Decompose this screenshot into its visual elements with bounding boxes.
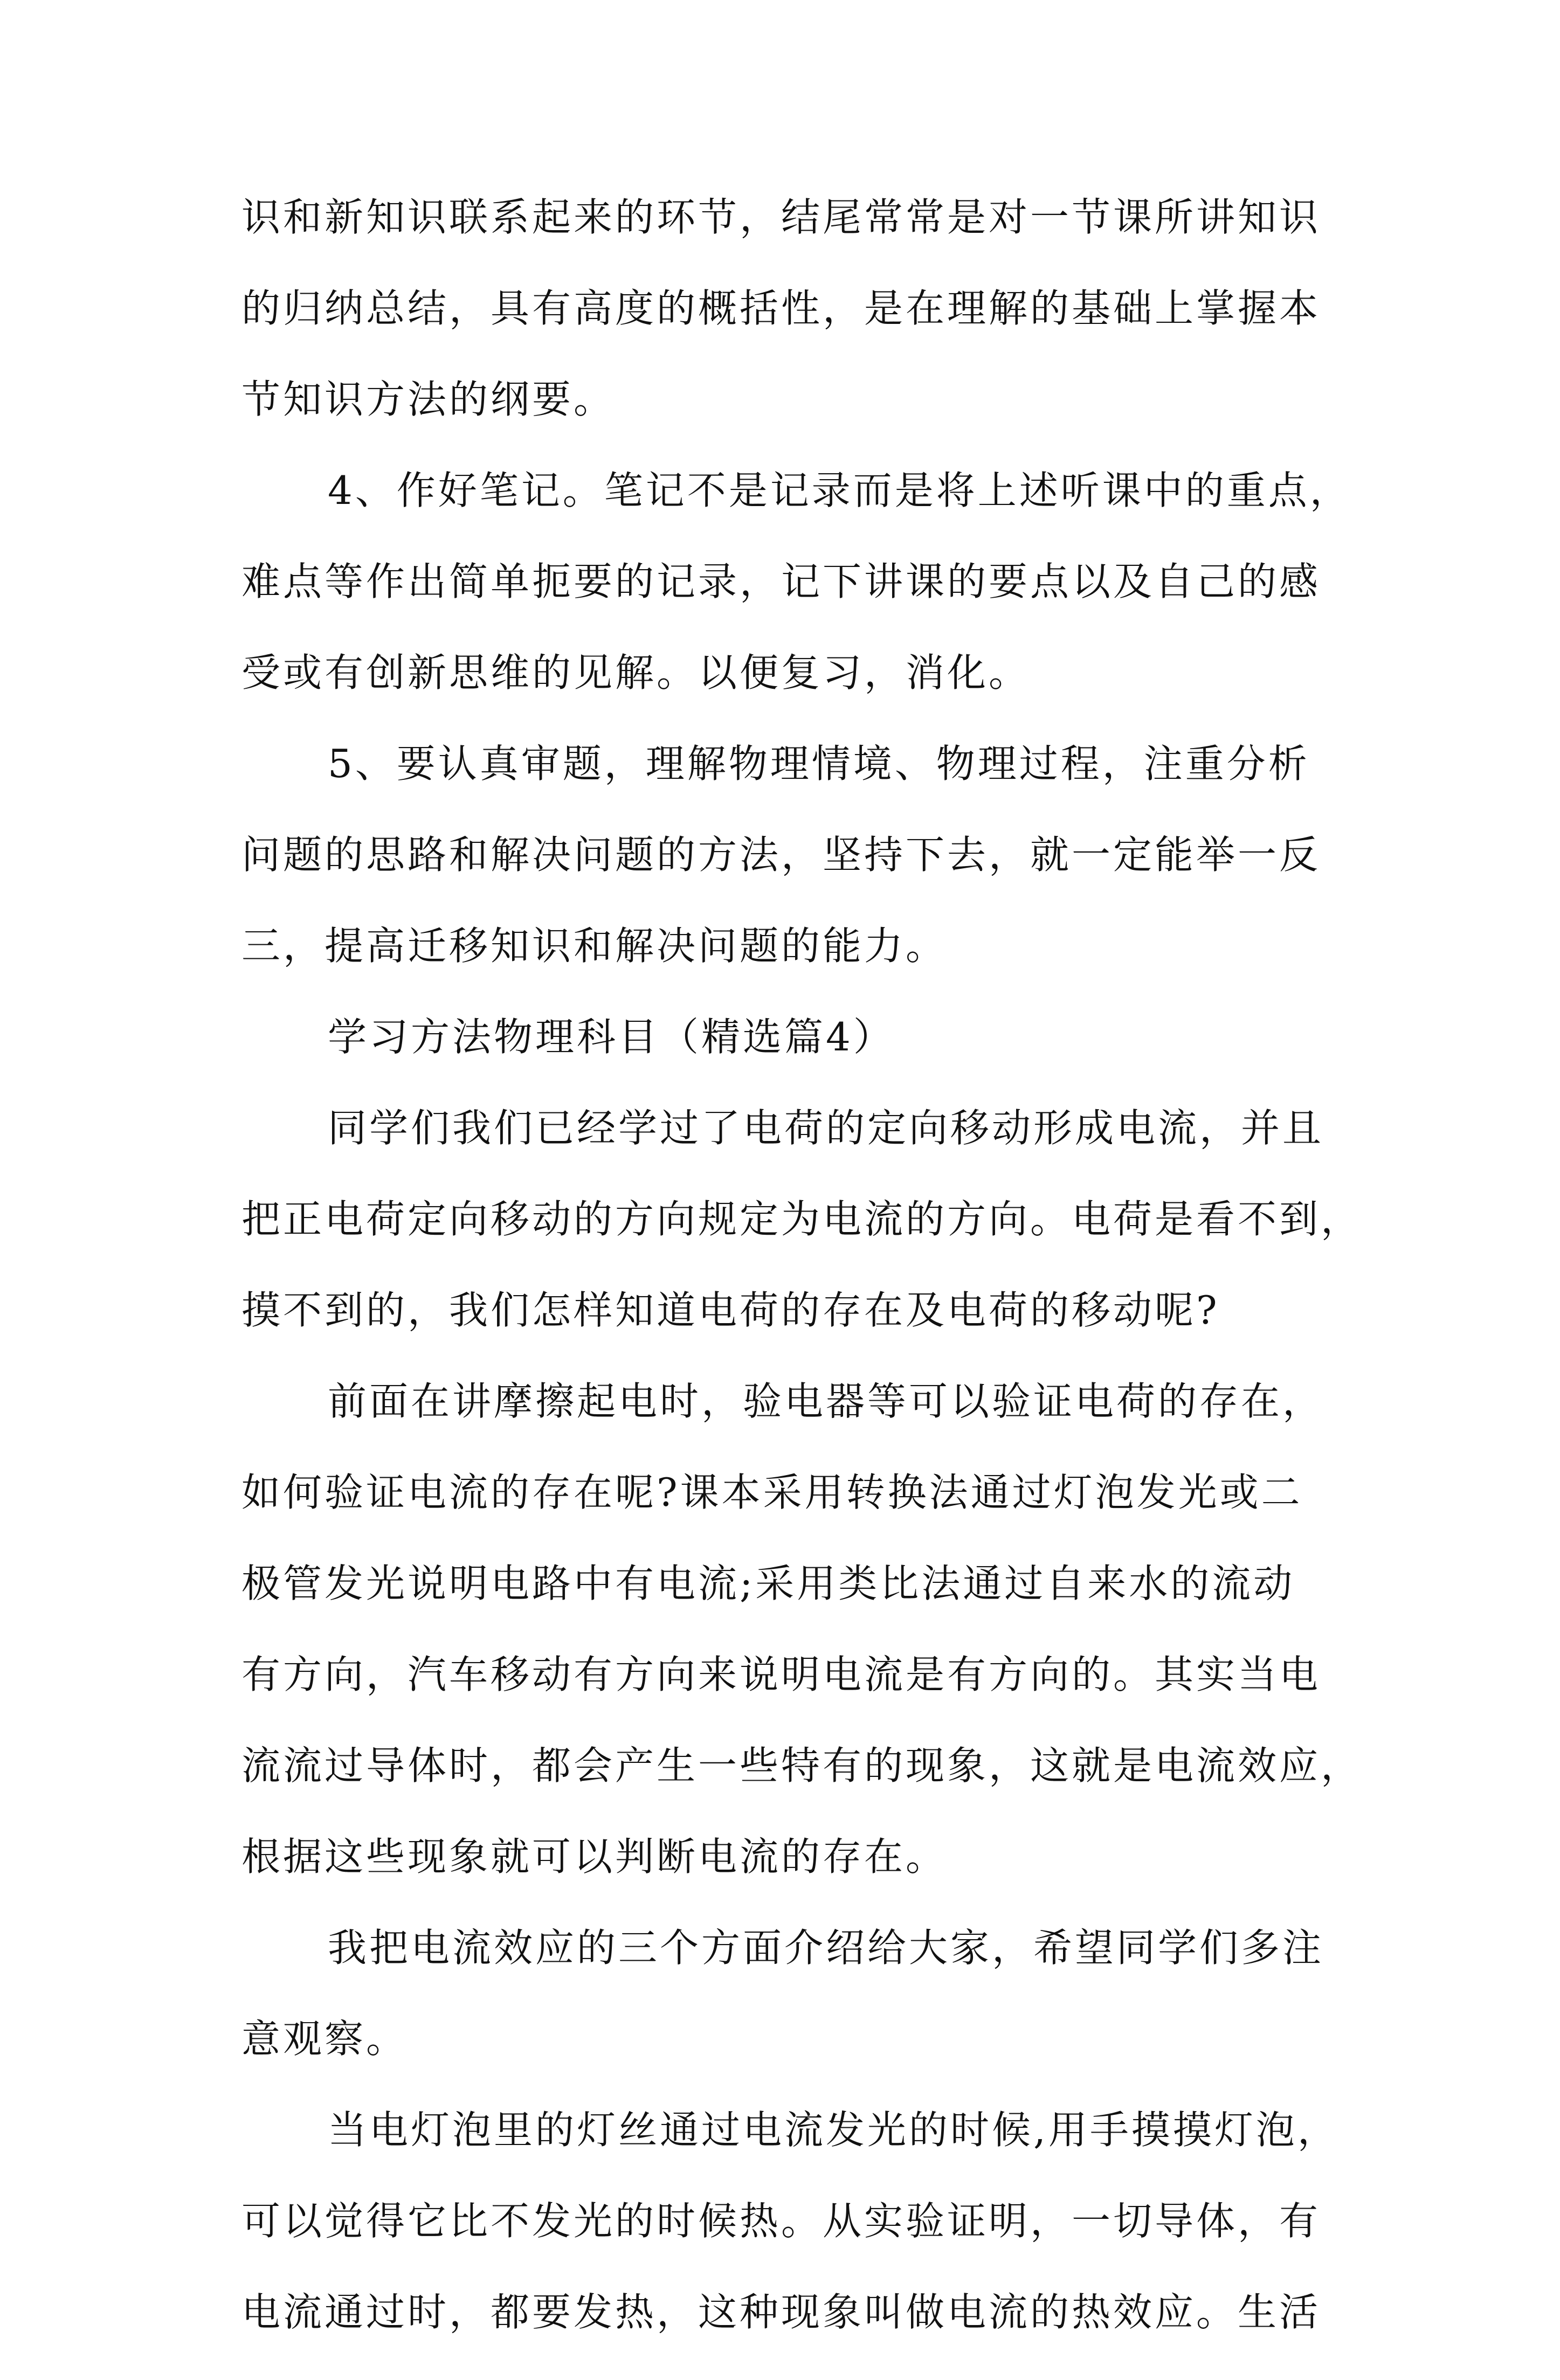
text-line: 把正电荷定向移动的方向规定为电流的方向。电荷是看不到， xyxy=(241,1196,1363,1242)
text-line: 的归纳总结，具有高度的概括性，是在理解的基础上掌握本 xyxy=(241,286,1321,331)
text-line: 可以觉得它比不发光的时候热。从实验证明，一切导体，有 xyxy=(241,2198,1321,2244)
text-line: 受或有创新思维的见解。以便复习，消化。 xyxy=(241,650,1031,695)
text-line: 极管发光说明电路中有电流;采用类比法通过自来水的流动 xyxy=(241,1561,1295,1606)
paragraph-start-line: 前面在讲摩擦起电时，验电器等可以验证电荷的存在， xyxy=(328,1379,1324,1424)
paragraph-start-line: 当电灯泡里的灯丝通过电流发光的时候,用手摸摸灯泡， xyxy=(328,2107,1339,2153)
text-line: 难点等作出简单扼要的记录，记下讲课的要点以及自己的感 xyxy=(241,559,1321,604)
text-line: 电流通过时，都要发热，这种现象叫做电流的热效应。生活 xyxy=(241,2289,1321,2335)
document-body xyxy=(241,194,1363,2380)
text-line: 如何验证电流的存在呢?课本采用转换法通过灯泡发光或二 xyxy=(241,1470,1303,1515)
text-line: 摸不到的，我们怎样知道电荷的存在及电荷的移动呢? xyxy=(241,1288,1220,1333)
text-line: 有方向，汽车移动有方向来说明电流是有方向的。其实当电 xyxy=(241,1652,1321,1697)
text-line: 问题的思路和解决问题的方法，坚持下去，就一定能举一反 xyxy=(241,832,1321,877)
section-heading: 学习方法物理科目（精选篇4） xyxy=(328,1014,895,1060)
paragraph-start-line: 4、作好笔记。笔记不是记录而是将上述听课中的重点， xyxy=(328,468,1351,513)
text-line: 根据这些现象就可以判断电流的存在。 xyxy=(241,1834,948,1879)
text-line: 节知识方法的纲要。 xyxy=(241,377,616,422)
text-line: 三，提高迁移知识和解决问题的能力。 xyxy=(241,923,948,968)
text-line: 识和新知识联系起来的环节，结尾常常是对一节课所讲知识 xyxy=(241,195,1321,240)
paragraph-start-line: 同学们我们已经学过了电荷的定向移动形成电流，并且 xyxy=(328,1105,1324,1151)
paragraph-start-line: 5、要认真审题，理解物理情境、物理过程，注重分析 xyxy=(328,741,1310,786)
text-line: 意观察。 xyxy=(241,2016,408,2061)
paragraph-start-line: 我把电流效应的三个方面介绍给大家，希望同学们多注 xyxy=(328,1925,1324,1970)
text-line: 流流过导体时，都会产生一些特有的现象，这就是电流效应， xyxy=(241,1743,1363,1788)
